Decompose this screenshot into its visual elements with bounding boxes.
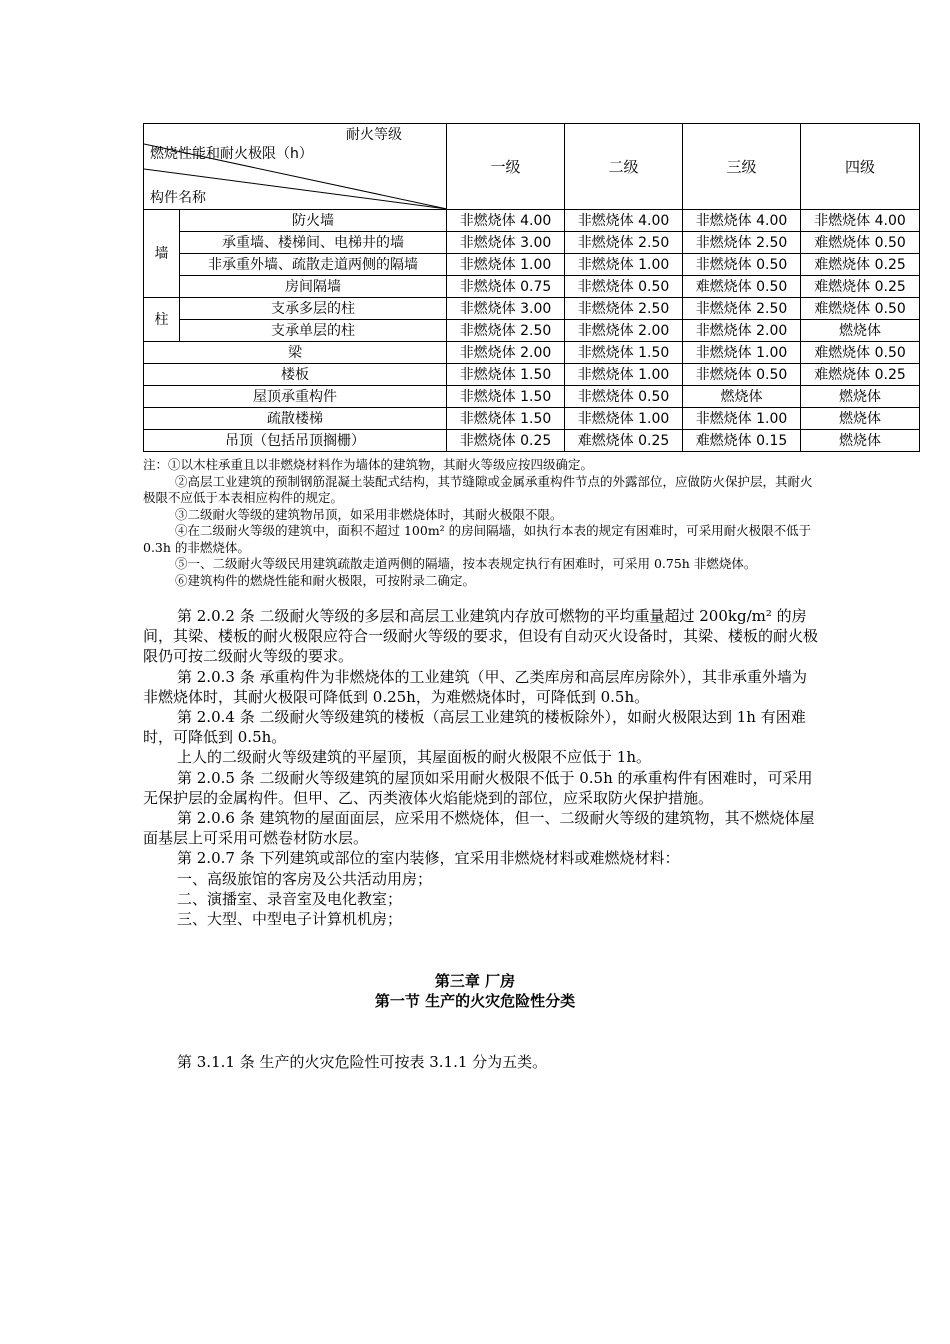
table-cell: 难燃烧体 0.50 bbox=[801, 342, 920, 364]
table-cell: 燃烧体 bbox=[801, 430, 920, 452]
table-row bbox=[144, 232, 920, 254]
grade-header: 一级 bbox=[447, 124, 565, 210]
header-performance-label: 燃烧性能和耐火极限（h） bbox=[150, 146, 313, 162]
table-cell: 非燃烧体 2.00 bbox=[683, 320, 801, 342]
note-item: ②高层工业建筑的预制钢筋混凝土装配式结构，其节缝隙或金属承重构件节点的外露部位，应做防火保护层，其耐火极限不应低于本表相应构件的规定。 bbox=[143, 473, 813, 505]
paragraph: 上人的二级耐火等级建筑的平屋顶，其屋面板的耐火极限不应低于 1h。 bbox=[177, 748, 651, 767]
table-cell: 燃烧体 bbox=[683, 386, 801, 408]
component-name: 疏散楼梯 bbox=[144, 408, 447, 430]
group-label-column: 柱 bbox=[144, 298, 180, 342]
component-name: 承重墙、楼梯间、电梯井的墙 bbox=[180, 232, 447, 254]
note-item: ④在二级耐火等级的建筑中，面积不超过 100m² 的房间隔墙，如执行本表的规定有困难时，可采用耐火极限不低于 0.3h 的非燃烧体。 bbox=[143, 523, 812, 555]
paragraph: 第 3.1.1 条 生产的火灾危险性可按表 3.1.1 分为五类。 bbox=[177, 1053, 548, 1071]
table-row bbox=[144, 298, 920, 320]
component-name: 房间隔墙 bbox=[180, 276, 447, 298]
table-cell: 非燃烧体 1.00 bbox=[683, 408, 801, 430]
table-cell: 非燃烧体 2.00 bbox=[447, 342, 565, 364]
body-text bbox=[143, 606, 819, 929]
header-rating-label: 耐火等级 bbox=[346, 127, 402, 143]
table-notes bbox=[143, 457, 823, 589]
note-item: 注：①以木柱承重且以非燃烧材料作为墙体的建筑物，其耐火等级应按四级确定。 bbox=[143, 457, 594, 472]
table-cell: 燃烧体 bbox=[801, 320, 920, 342]
table-cell: 燃烧体 bbox=[801, 408, 920, 430]
table-cell: 非燃烧体 2.50 bbox=[683, 232, 801, 254]
chapter-title: 第三章 厂房 bbox=[434, 972, 516, 990]
table-cell: 非燃烧体 2.50 bbox=[683, 298, 801, 320]
note-item: ③二级耐火等级的建筑物吊顶，如采用非燃烧体时，其耐火极限不限。 bbox=[175, 506, 563, 522]
paragraph: 第 2.0.7 条 下列建筑或部位的室内装修，宜采用非燃烧材料或难燃烧材料： bbox=[177, 849, 680, 868]
component-name: 支承多层的柱 bbox=[180, 298, 447, 320]
table-cell: 难燃烧体 0.15 bbox=[683, 430, 801, 452]
table-cell: 燃烧体 bbox=[801, 386, 920, 408]
table-cell: 非燃烧体 4.00 bbox=[683, 210, 801, 232]
table-row bbox=[144, 430, 920, 452]
table-row bbox=[144, 254, 920, 276]
table-cell: 非燃烧体 1.50 bbox=[447, 364, 565, 386]
table-cell: 难燃烧体 0.50 bbox=[683, 276, 801, 298]
table-cell: 非燃烧体 1.00 bbox=[565, 408, 683, 430]
table-cell: 非燃烧体 1.50 bbox=[447, 408, 565, 430]
table-cell: 非燃烧体 1.50 bbox=[447, 386, 565, 408]
table-cell: 非燃烧体 1.00 bbox=[683, 342, 801, 364]
paragraph: 第 2.0.2 条 二级耐火等级的多层和高层工业建筑内存放可燃物的平均重量超过 200kg/m² 的房间，其梁、楼板的耐火极限应符合一级耐火等级的要求，但设有自动灭火设备时，其梁、楼板的耐火极限仍可按二级耐火等级的要求。 bbox=[143, 607, 819, 666]
paragraph: 第 2.0.6 条 建筑物的屋面面层，应采用不燃烧体，但一、二级耐火等级的建筑物，其不燃烧体屋面基层上可采用可燃卷材防水层。 bbox=[143, 809, 815, 848]
table-cell: 非燃烧体 2.00 bbox=[565, 320, 683, 342]
note-item: ⑤一、二级耐火等级民用建筑疏散走道两侧的隔墙，按本表规定执行有困难时，可采用 0.75h 非燃烧体。 bbox=[175, 556, 757, 571]
table-cell: 难燃烧体 0.50 bbox=[801, 298, 920, 320]
table-cell: 非燃烧体 4.00 bbox=[447, 210, 565, 232]
table-cell: 非燃烧体 1.00 bbox=[565, 254, 683, 276]
table-cell: 难燃烧体 0.50 bbox=[801, 232, 920, 254]
table-cell: 非燃烧体 2.50 bbox=[565, 232, 683, 254]
component-name: 屋顶承重构件 bbox=[144, 386, 447, 408]
table-cell: 非燃烧体 3.00 bbox=[447, 298, 565, 320]
table-cell: 非燃烧体 2.50 bbox=[447, 320, 565, 342]
fire-resistance-table bbox=[143, 123, 920, 452]
table-cell: 难燃烧体 0.25 bbox=[801, 276, 920, 298]
table-cell: 难燃烧体 0.25 bbox=[801, 364, 920, 386]
list-item: 一、高级旅馆的客房及公共活动用房； bbox=[177, 869, 433, 888]
table-cell: 非燃烧体 0.50 bbox=[565, 386, 683, 408]
table-cell: 非燃烧体 0.50 bbox=[683, 364, 801, 386]
table-header-row bbox=[144, 124, 920, 210]
component-name: 梁 bbox=[144, 342, 447, 364]
table-cell: 非燃烧体 2.50 bbox=[565, 298, 683, 320]
component-name: 防火墙 bbox=[180, 210, 447, 232]
note-item: ⑥建筑构件的燃烧性能和耐火极限，可按附录二确定。 bbox=[175, 572, 476, 588]
table-row bbox=[144, 408, 920, 430]
table-cell: 非燃烧体 4.00 bbox=[801, 210, 920, 232]
header-component-label: 构件名称 bbox=[150, 190, 206, 206]
table-cell: 非燃烧体 0.50 bbox=[683, 254, 801, 276]
component-name: 吊顶（包括吊顶搁栅） bbox=[144, 430, 447, 452]
grade-header: 二级 bbox=[565, 124, 683, 210]
table-cell: 非燃烧体 1.00 bbox=[565, 364, 683, 386]
component-name: 非承重外墙、疏散走道两侧的隔墙 bbox=[180, 254, 447, 276]
table-row bbox=[144, 386, 920, 408]
table-cell: 非燃烧体 3.00 bbox=[447, 232, 565, 254]
table-cell: 非燃烧体 4.00 bbox=[565, 210, 683, 232]
table-cell: 非燃烧体 1.50 bbox=[565, 342, 683, 364]
table-cell: 非燃烧体 0.75 bbox=[447, 276, 565, 298]
table-cell: 非燃烧体 1.00 bbox=[447, 254, 565, 276]
table-cell: 非燃烧体 0.25 bbox=[447, 430, 565, 452]
group-label-wall: 墙 bbox=[144, 210, 180, 298]
list-item: 二、演播室、录音室及电化教室； bbox=[177, 889, 403, 908]
section-title: 第一节 生产的火灾危险性分类 bbox=[374, 992, 576, 1010]
table-cell: 难燃烧体 0.25 bbox=[801, 254, 920, 276]
table-cell: 难燃烧体 0.25 bbox=[565, 430, 683, 452]
paragraph: 第 2.0.4 条 二级耐火等级建筑的楼板（高层工业建筑的楼板除外），如耐火极限达到 1h 有困难时，可降低到 0.5h。 bbox=[143, 708, 806, 747]
paragraph: 第 2.0.5 条 二级耐火等级建筑的屋顶如采用耐火极限不低于 0.5h 的承重构件有困难时，可采用无保护层的金属构件。但甲、乙、丙类液体火焰能烧到的部位，应采取防火保护措施。 bbox=[143, 768, 813, 807]
table-row bbox=[144, 320, 920, 342]
table-row bbox=[144, 342, 920, 364]
grade-header: 四级 bbox=[801, 124, 920, 210]
component-name: 支承单层的柱 bbox=[180, 320, 447, 342]
table-row bbox=[144, 210, 920, 232]
component-name: 楼板 bbox=[144, 364, 447, 386]
list-item: 三、大型、中型电子计算机机房； bbox=[177, 910, 403, 929]
paragraph: 第 2.0.3 条 承重构件为非燃烧体的工业建筑（甲、乙类库房和高层库房除外），其非承重外墙为非燃烧体时，其耐火极限可降低到 0.25h，为难燃烧体时，可降低到 0.5h。 bbox=[143, 667, 807, 706]
table-cell: 非燃烧体 0.50 bbox=[565, 276, 683, 298]
table-row bbox=[144, 364, 920, 386]
diagonal-header-cell bbox=[144, 124, 447, 210]
table-row bbox=[144, 276, 920, 298]
grade-header: 三级 bbox=[683, 124, 801, 210]
